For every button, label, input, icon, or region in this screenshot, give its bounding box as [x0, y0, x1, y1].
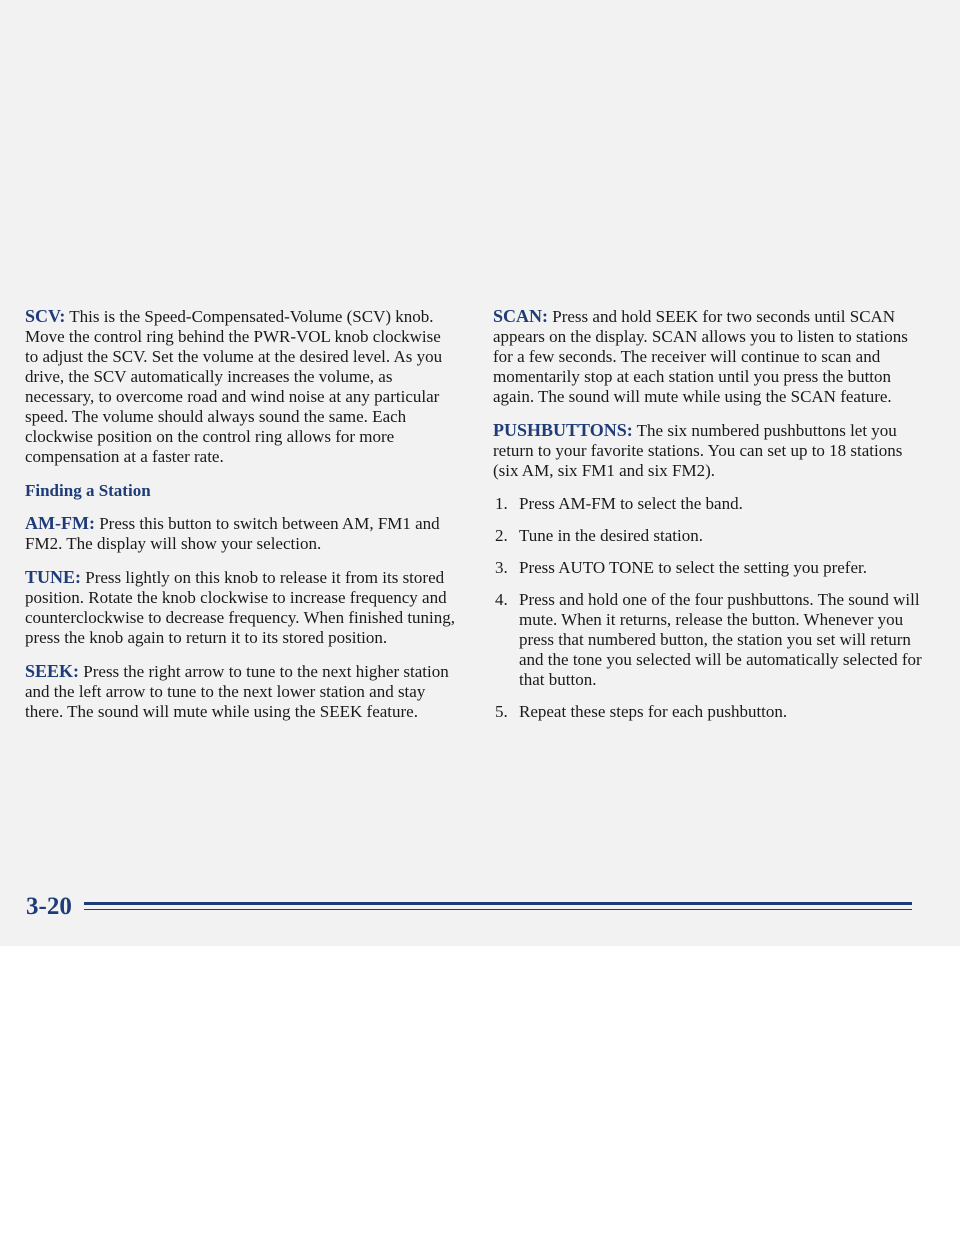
seek-paragraph: [25, 661, 457, 722]
scan-text: Press and hold SEEK for two seconds until SCAN appears on the display. SCAN allows you to listen to stations for a few seconds. The receiver will continue to scan and momentarily stop at each station until you press the button again. The sound will mute while using the SCAN feature.: [493, 307, 908, 406]
footer-rule-thick: [84, 902, 912, 905]
step-number: 1.: [495, 494, 508, 513]
step-text: Repeat these steps for each pushbutton.: [519, 702, 788, 721]
scv-term: SCV:: [25, 306, 66, 326]
right-column: [493, 306, 923, 734]
step-text: Tune in the desired station.: [519, 526, 703, 545]
list-item: [493, 558, 923, 578]
scv-paragraph: [25, 306, 457, 467]
amfm-paragraph: [25, 513, 457, 554]
step-text: Press and hold one of the four pushbuttons. The sound will mute. When it returns, release the button. Whenever you press that numbered button, the station you set will return and the tone you selected will be automatically selected for that button.: [519, 590, 922, 689]
step-text: Press AM-FM to select the band.: [519, 494, 743, 513]
scv-text: This is the Speed-Compensated-Volume (SCV) knob. Move the control ring behind the PWR-VOL knob clockwise to adjust the SCV. Set the volume at the desired level. As you drive, the SCV automatically increases the volume, as necessary, to overcome road and wind noise at any particular speed. The volume should always sound the same. Each clockwise position on the control ring allows for more compensation at a faster rate.: [25, 307, 443, 466]
list-item: [493, 494, 923, 514]
list-item: [493, 590, 923, 690]
pushbuttons-paragraph: [493, 420, 923, 481]
section-heading: Finding a Station: [25, 481, 151, 500]
pushbuttons-term: PUSHBUTTONS:: [493, 420, 633, 440]
seek-term: SEEK:: [25, 661, 80, 681]
step-number: 4.: [495, 590, 508, 609]
list-item: [493, 702, 923, 722]
step-number: 2.: [495, 526, 508, 545]
page-number: 3-20: [26, 893, 72, 920]
tune-term: TUNE:: [25, 567, 82, 587]
tune-text: Press lightly on this knob to release it from its stored position. Rotate the knob clockwise to increase frequency and counterclockwise to decrease frequency. When finished tuning, press the knob again to return it to its stored position.: [25, 568, 456, 647]
step-text: Press AUTO TONE to select the setting you prefer.: [519, 558, 867, 577]
scan-term: SCAN:: [493, 306, 549, 326]
left-column: [25, 306, 457, 735]
scan-paragraph: [493, 306, 923, 407]
pushbuttons-text: The six numbered pushbuttons let you return to your favorite stations. You can set up to 18 stations (six AM, six FM1 and six FM2).: [493, 421, 903, 480]
amfm-text: Press this button to switch between AM, FM1 and FM2. The display will show your selection.: [25, 514, 440, 553]
footer-rule-thin: [84, 909, 912, 910]
steps-list: [493, 494, 923, 722]
amfm-term: AM-FM:: [25, 513, 95, 533]
seek-text: Press the right arrow to tune to the next higher station and the left arrow to tune to the next lower station and stay there. The sound will mute while using the SEEK feature.: [25, 662, 449, 721]
step-number: 5.: [495, 702, 508, 721]
tune-paragraph: [25, 567, 457, 648]
list-item: [493, 526, 923, 546]
step-number: 3.: [495, 558, 508, 577]
